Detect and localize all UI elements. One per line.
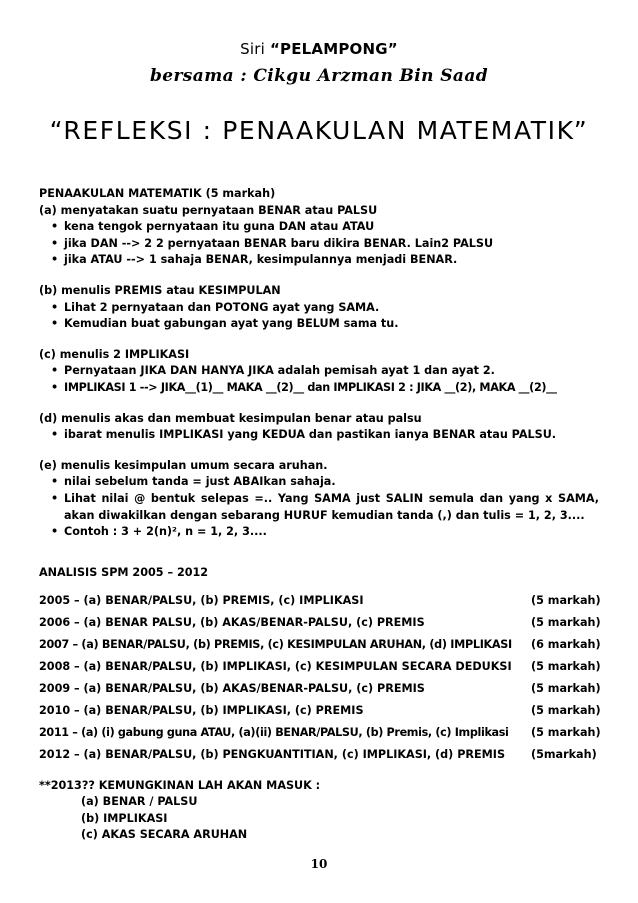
section-heading: PENAAKULAN MATEMATIK (5 markah) bbox=[39, 187, 276, 200]
row-marks: (5markah) bbox=[531, 748, 597, 761]
row-marks: (6 markah) bbox=[531, 638, 601, 651]
row-description: 2007 – (a) BENAR/PALSU, (b) PREMIS, (c) KESIMPULAN ARUHAN, (d) IMPLIKASI bbox=[39, 638, 512, 651]
list-item: • jika DAN --> 2 2 pernyataan BENAR baru dikira BENAR. Lain2 PALSU bbox=[39, 236, 599, 253]
row-description: 2008 – (a) BENAR/PALSU, (b) IMPLIKASI, (c) KESIMPULAN SECARA DEDUKSI bbox=[39, 660, 512, 673]
row-description: 2006 – (a) BENAR PALSU, (b) AKAS/BENAR-PALSU, (c) PREMIS bbox=[39, 616, 425, 629]
row-marks: (5 markah) bbox=[531, 594, 601, 607]
row-description: 2009 – (a) BENAR/PALSU, (b) AKAS/BENAR-PALSU, (c) PREMIS bbox=[39, 682, 425, 695]
row-marks: (5 markah) bbox=[531, 704, 601, 717]
analysis-heading: ANALISIS SPM 2005 – 2012 bbox=[39, 566, 209, 579]
bullet-icon: • bbox=[51, 220, 59, 234]
list-item: • Lihat 2 pernyataan dan POTONG ayat yang SAMA. bbox=[39, 300, 599, 317]
table-row bbox=[39, 744, 599, 766]
series-prefix: Siri bbox=[240, 40, 270, 58]
row-marks: (5 markah) bbox=[531, 660, 601, 673]
analysis-table bbox=[39, 590, 599, 766]
list-item: • Lihat nilai @ bentuk selepas =.. Yang SAMA just SALIN semula dan yang x SAMA, akan diwakilkan dengan sebarang HURUF kemudian tanda (,) dan tulis = 1, 2, 3.... bbox=[51, 491, 599, 522]
table-row bbox=[39, 590, 599, 612]
section-d-title: (d) menulis akas dan membuat kesimpulan benar atau palsu bbox=[39, 411, 422, 425]
section-d-list bbox=[39, 427, 599, 444]
list-item: • IMPLIKASI 1 --> JIKA__(1)__ MAKA __(2)__ dan IMPLIKASI 2 : JIKA __(2), MAKA __(2)__ bbox=[39, 380, 599, 397]
row-description: 2011 – (a) (i) gabung guna ATAU, (a)(ii) BENAR/PALSU, (b) Premis, (c) Implikasi bbox=[39, 726, 509, 739]
bullet-icon: • bbox=[51, 317, 59, 331]
section-e-list bbox=[39, 474, 599, 540]
section-a-title: (a) menyatakan suatu pernyataan BENAR atau PALSU bbox=[39, 203, 378, 217]
bullet-icon: • bbox=[51, 491, 59, 505]
prediction-item: (a) BENAR / PALSU bbox=[81, 795, 198, 809]
list-item: • Pernyataan JIKA DAN HANYA JIKA adalah pemisah ayat 1 dan ayat 2. bbox=[39, 363, 599, 380]
bullet-icon: • bbox=[51, 236, 59, 250]
bullet-icon: • bbox=[51, 300, 59, 314]
table-row bbox=[39, 700, 599, 722]
table-row bbox=[39, 612, 599, 634]
list-item: • kena tengok pernyataan itu guna DAN atau ATAU bbox=[39, 219, 599, 236]
bullet-icon: • bbox=[51, 364, 59, 378]
list-item: • jika ATAU --> 1 sahaja BENAR, kesimpulannya menjadi BENAR. bbox=[39, 252, 599, 269]
list-item: • Contoh : 3 + 2(n)², n = 1, 2, 3.... bbox=[39, 524, 599, 541]
list-item: • Kemudian buat gabungan ayat yang BELUM sama tu. bbox=[39, 316, 599, 333]
section-b-list bbox=[39, 300, 599, 333]
section-c-title: (c) menulis 2 IMPLIKASI bbox=[39, 347, 190, 361]
list-item: • ibarat menulis IMPLIKASI yang KEDUA dan pastikan ianya BENAR atau PALSU. bbox=[39, 427, 599, 444]
bullet-icon: • bbox=[51, 475, 59, 489]
row-description: 2010 – (a) BENAR/PALSU, (b) IMPLIKASI, (c) PREMIS bbox=[39, 704, 364, 717]
topic-notes bbox=[39, 186, 599, 541]
table-row bbox=[39, 634, 599, 656]
bullet-icon: • bbox=[51, 253, 59, 267]
section-c-list bbox=[39, 363, 599, 396]
page-title: “REFLEKSI : PENAAKULAN MATEMATIK” bbox=[49, 116, 589, 145]
section-b-title: (b) menulis PREMIS atau KESIMPULAN bbox=[39, 283, 281, 297]
row-description: 2012 – (a) BENAR/PALSU, (b) PENGKUANTITIAN, (c) IMPLIKASI, (d) PREMIS bbox=[39, 748, 506, 761]
section-a-list bbox=[39, 219, 599, 269]
row-marks: (5 markah) bbox=[531, 726, 601, 739]
row-marks: (5 markah) bbox=[531, 682, 601, 695]
table-row bbox=[39, 678, 599, 700]
prediction-item: (b) IMPLIKASI bbox=[81, 811, 168, 825]
list-item: • nilai sebelum tanda = just ABAIkan sahaja. bbox=[39, 474, 599, 491]
row-description: 2005 – (a) BENAR/PALSU, (b) PREMIS, (c) IMPLIKASI bbox=[39, 594, 364, 607]
bullet-icon: • bbox=[51, 525, 59, 539]
prediction-note bbox=[39, 778, 320, 844]
section-e-title: (e) menulis kesimpulan umum secara aruhan. bbox=[39, 458, 328, 472]
bullet-icon: • bbox=[51, 380, 58, 394]
table-row bbox=[39, 656, 599, 678]
series-name: “PELAMPONG” bbox=[269, 40, 398, 58]
author-line: bersama : Cikgu Arzman Bin Saad bbox=[149, 66, 489, 86]
prediction-heading: **2013?? KEMUNGKINAN LAH AKAN MASUK : bbox=[39, 779, 321, 792]
page-number: 10 bbox=[310, 857, 328, 871]
table-row bbox=[39, 722, 599, 744]
series-title bbox=[0, 40, 638, 58]
prediction-item: (c) AKAS SECARA ARUHAN bbox=[81, 828, 248, 842]
bullet-icon: • bbox=[51, 428, 59, 442]
row-marks: (5 markah) bbox=[531, 616, 601, 629]
